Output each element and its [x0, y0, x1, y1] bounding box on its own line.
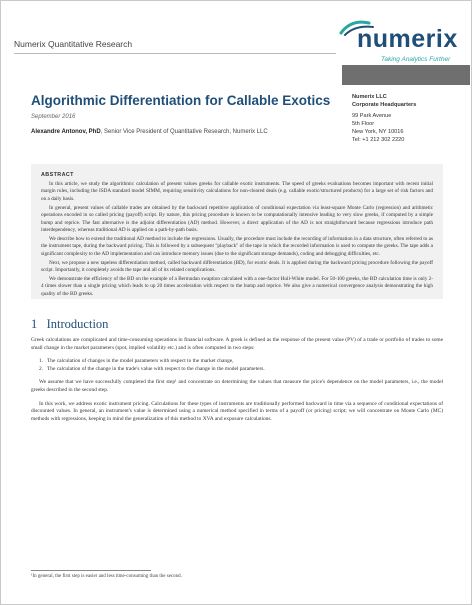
- paper-title: Algorithmic Differentiation for Callable Exotics: [31, 93, 331, 108]
- paper-date: September 2016: [31, 114, 76, 120]
- section-number: 1: [31, 317, 38, 331]
- abstract-paragraph: Next, we propose a new tapeless differentiation method, called backward differentiation (BD), for exotic deals. It is applied during the backward pricing procedure following the payoff script. Importantly, it completely avoids the tape and all of its related complications.: [41, 259, 433, 273]
- section-body: [31, 337, 443, 429]
- footnote-divider: [31, 570, 151, 571]
- company-address: [352, 93, 462, 144]
- steps-list: [31, 358, 443, 373]
- section-title: Introduction: [46, 317, 109, 331]
- series-label: Numerix Quantitative Research: [14, 39, 133, 49]
- numerix-logo: [339, 17, 463, 63]
- logo-tagline: Taking Analytics Further: [381, 56, 451, 63]
- abstract-paragraph: We describe how to extend the traditional AD method to include the regressions. Usually, the procedure must include the recording of information in a data structure, often referred to as the instrument tape, during the backward pricing. This is followed by a subsequent "playback" of the tape in which the recorded information is used to compute the greeks. The tape adds a significant complexity to the AD implementation and can introduce memory issues (due to the significant storage demands), coding and debugging difficulties, etc.: [41, 235, 433, 257]
- list-number: 1.: [39, 358, 44, 365]
- footnote: ¹In general, the first step is easier and less time-consuming than the second.: [31, 574, 182, 579]
- author-name: Alexandre Antonov, PhD: [31, 129, 101, 135]
- logo-wordmark: numerix: [357, 25, 458, 53]
- author-role: , Senior Vice President of Quantitative Research, Numerix LLC: [100, 129, 268, 135]
- address-line2: 5th Floor: [352, 121, 375, 127]
- sidebar-header-bar: [342, 65, 470, 85]
- abstract-paragraph: In this article, we study the algorithmic calculation of present values greeks for callable exotic instruments. The speed of greeks evaluations becomes important with recent initial margin rules, including the ISDA standard model SIMM, requiring sensitivity calculations for non-cleared deals (e.g. callable exotic/structured products) for a large set of risk factors and on a daily basis.: [41, 181, 433, 202]
- list-text: The calculation of changes in the model parameters with respect to the market change,: [47, 358, 234, 365]
- address-city: New York, NY 10016: [352, 129, 404, 135]
- address-company: Numerix LLC: [352, 94, 387, 100]
- list-text: The calculation of the change in the trade's value with respect to the change in the model parameters.: [47, 365, 265, 372]
- body-paragraph: Greek calculations are complicated and time-consuming operations in financial software. A greek is defined as the response of the present value (PV) of a trade or portfolio of trades to some small change in the market parameters (spot, implied volatility etc.) and is often computed in two steps:: [31, 337, 443, 351]
- body-paragraph: We assume that we have successfully completed the first step¹ and concentrate on determining the values that measure the price's dependence on the model parameters, i.e., the model greeks described in the second step.: [31, 379, 443, 393]
- address-line1: 99 Park Avenue: [352, 113, 392, 119]
- list-item: [31, 366, 443, 374]
- abstract-paragraph: In general, present values of callable trades are obtained by the backward repetitive application of conditional expectation via least-square Monte Carlo (regression) and arithmetic operations encoded in so called pricing (payoff) script. By nature, this pricing procedure is known to be computationally intensive leading to very slow greeks, if computed by a simple bump and reprice. The fast alternative is the adjoint differentiation (AD) method. However, a direct application of the AD is not straightforward because regressions introduce path interdependency, whereas traditional AD is applied on a path-by-path basis.: [41, 204, 433, 233]
- abstract-box: [31, 164, 443, 299]
- list-number: 2.: [39, 365, 44, 372]
- abstract-heading: ABSTRACT: [41, 172, 74, 178]
- author-line: [31, 129, 336, 135]
- address-phone: Tel: +1 212 302 2220: [352, 137, 405, 143]
- list-item: [31, 358, 443, 366]
- section-heading: [31, 317, 108, 332]
- abstract-paragraph: We demonstrate the efficiency of the BD on the example of a Bermudan swaption calculated with a one-factor Hull-White model. For 50-100 greeks, the BD calculation time is only 2-4 times slower than a single pricing which leads to up 20 times acceleration with respect to the bump and reprice. We also give a numerical convergence analysis demonstrating the high quality of the BD greeks.: [41, 275, 433, 297]
- header-divider: [14, 53, 336, 54]
- address-office: Corporate Headquarters: [352, 102, 417, 108]
- body-paragraph: In this work, we address exotic instrument pricing. Calculations for these types of instruments are traditionally performed backward in time via a sequence of conditional expectations of discounted values. In general, an instrument's value is determined using a numerical method specified in terms of a payoff (or pricing) script; we will concentrate on Monte Carlo (MC) methods with regressions, keeping in mind the generalization of this method to XVA and exposure calculations.: [31, 400, 443, 422]
